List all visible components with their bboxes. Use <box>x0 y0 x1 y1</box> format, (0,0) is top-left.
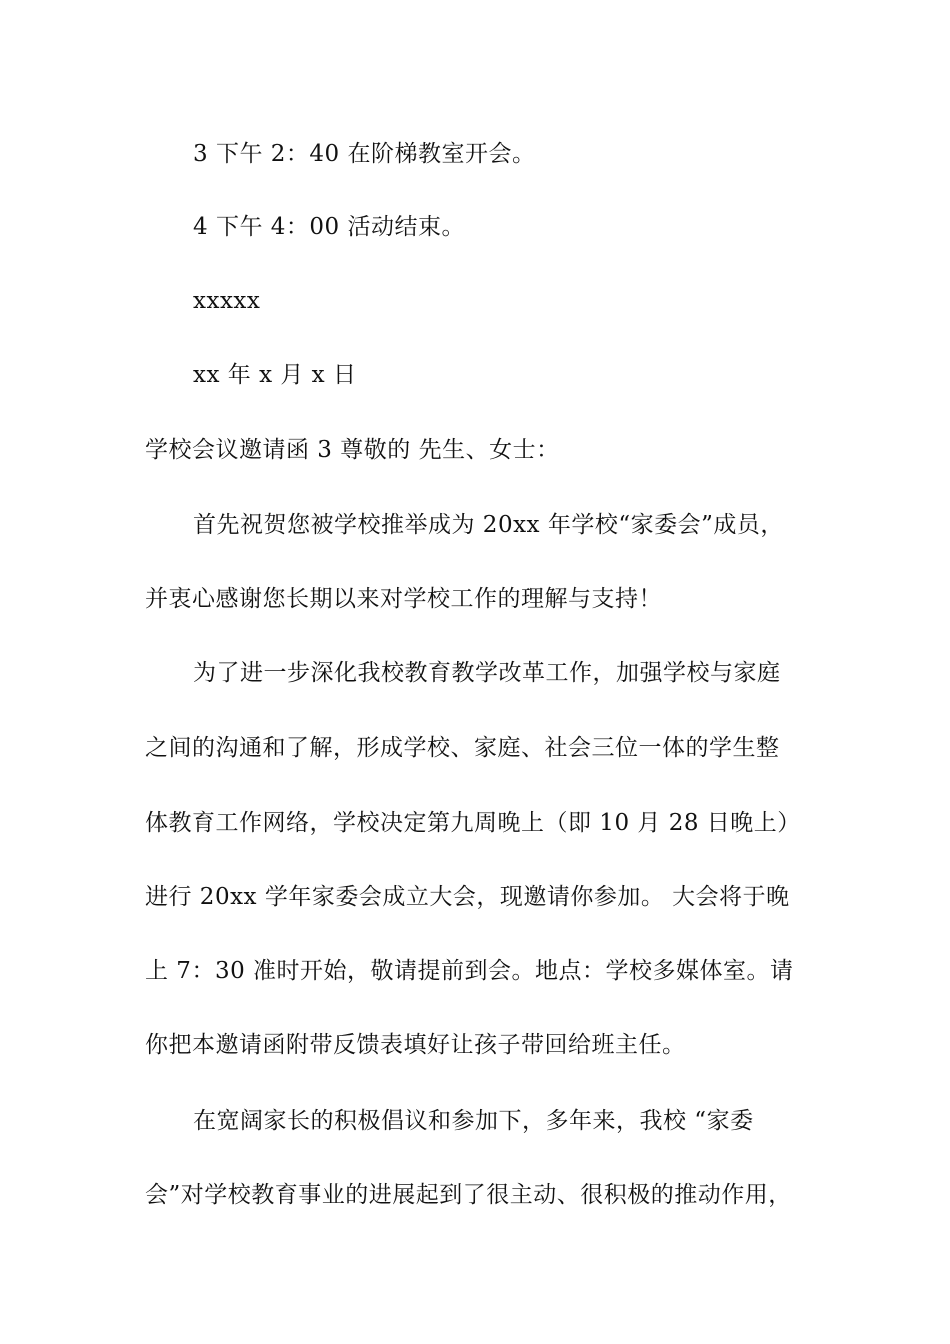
paragraph-line: 你把本邀请函附带反馈表填好让孩子带回给班主任。 <box>145 1032 686 1058</box>
paragraph-line: 在宽阔家长的积极倡议和参加下，多年来，我校 “家委 <box>193 1108 754 1134</box>
paragraph-line: 首先祝贺您被学校推举成为 20xx 年学校“家委会”成员， <box>193 512 784 538</box>
paragraph-line: 上 7：30 准时开始，敬请提前到会。地点：学校多媒体室。请 <box>145 958 794 984</box>
paragraph-line: 为了进一步深化我校教育教学改革工作，加强学校与家庭 <box>193 660 781 686</box>
agenda-item-3: 3 下午 2：40 在阶梯教室开会。 <box>193 141 536 167</box>
agenda-item-4: 4 下午 4：00 活动结束。 <box>193 214 465 240</box>
paragraph-line: 会”对学校教育事业的进展起到了很主动、很积极的推动作用， <box>145 1182 792 1208</box>
paragraph-line: 并衷心感谢您长期以来对学校工作的理解与支持！ <box>145 586 662 612</box>
date-line: xx 年 x 月 x 日 <box>193 362 357 388</box>
signature: xxxxx <box>193 288 261 314</box>
paragraph-line: 之间的沟通和了解，形成学校、家庭、社会三位一体的学生整 <box>145 735 780 761</box>
paragraph-line: 进行 20xx 学年家委会成立大会，现邀请你参加。 大会将于晚 <box>145 884 790 910</box>
paragraph-line: 体教育工作网络，学校决定第九周晚上（即 10 月 28 日晚上） <box>145 810 801 836</box>
letter-heading: 学校会议邀请函 3 尊敬的 先生、女士： <box>145 437 560 463</box>
